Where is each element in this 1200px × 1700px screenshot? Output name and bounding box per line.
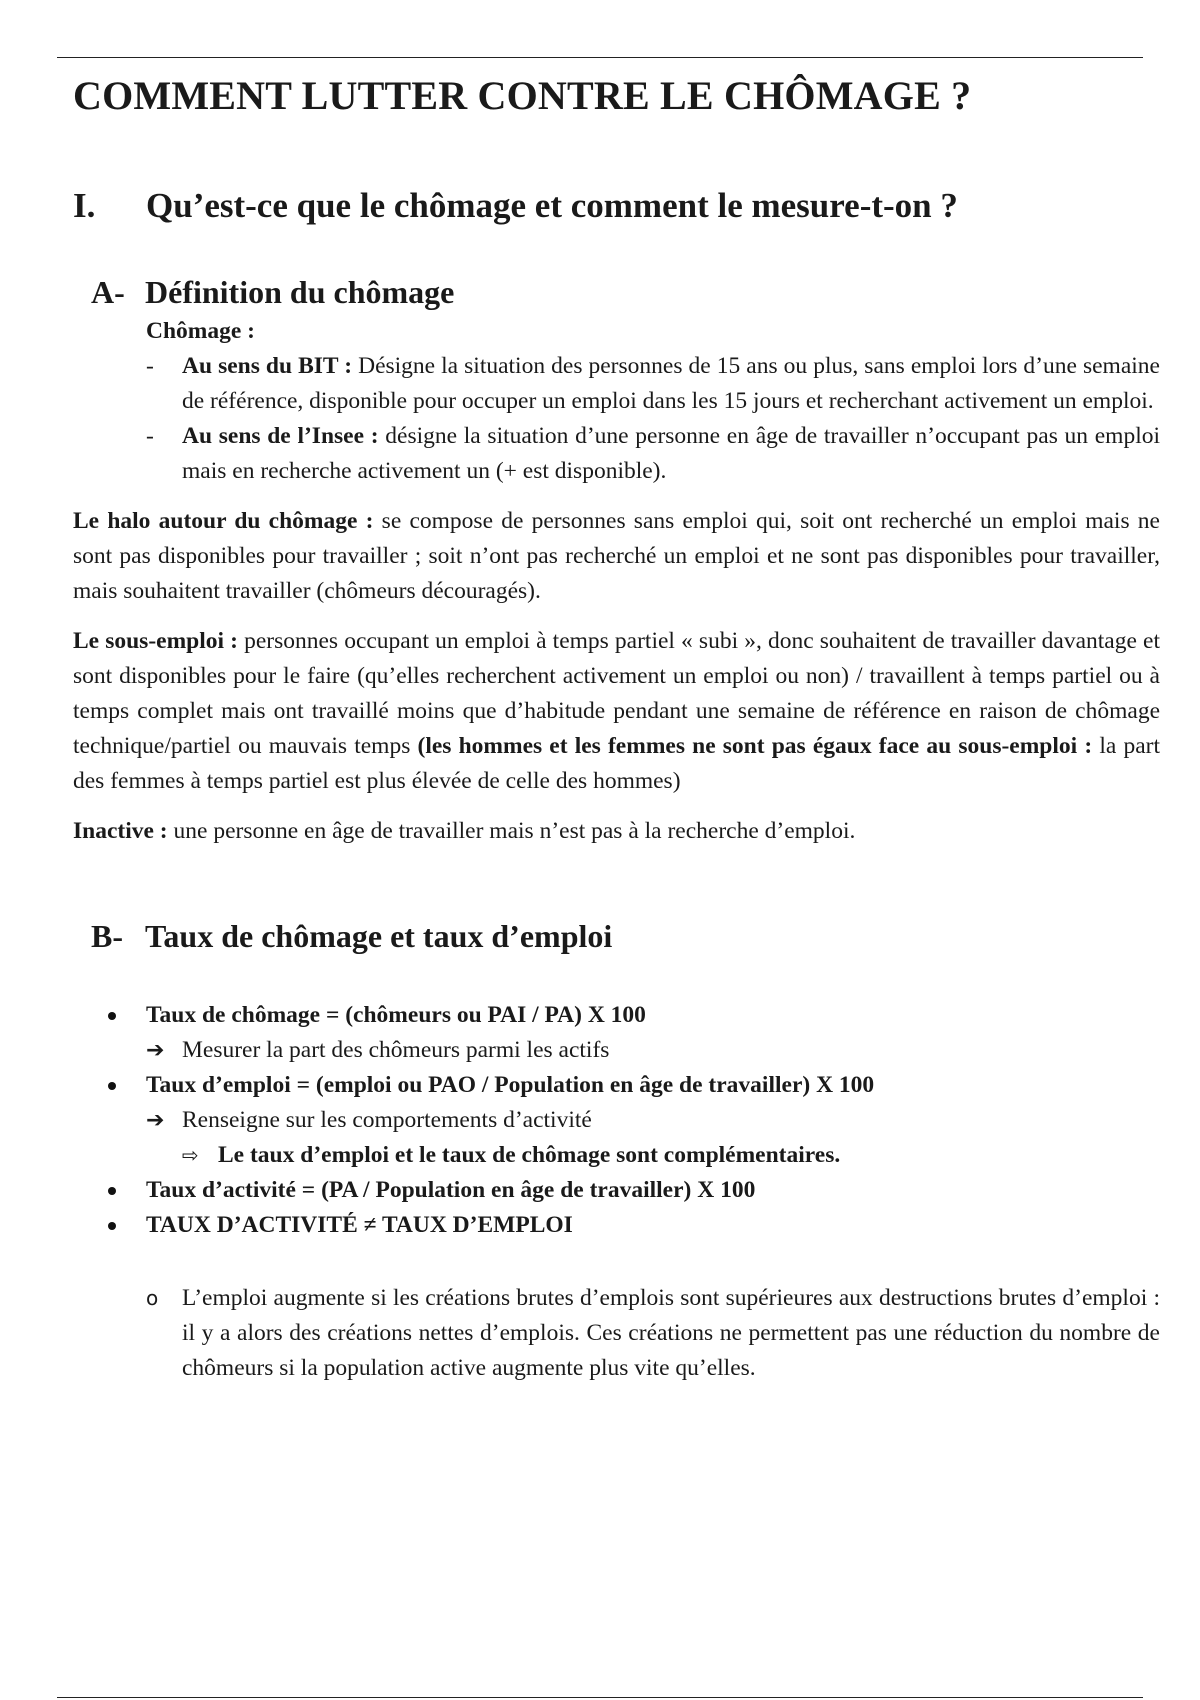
bullet-icon bbox=[108, 1222, 116, 1230]
sous-emploi-text: personnes occupant un emploi à temps partiel « subi », donc souhaitent de travailler davantage et sont disponibles pour le faire (qu’elles recherchent activement un emploi ou non) / travaillent à temps partiel ou à temps complet mais ont travaillé moins que d’habitude pendant une semaine de référence en raison de chômage technique/partiel ou mauvais temps bbox=[73, 627, 1160, 759]
formula-text: Taux d’activité = (PA / Population en âge de travailler) X 100 bbox=[146, 1176, 756, 1203]
sous-emploi-text-end: la part des femmes à temps partiel est plus élevée de celle des hommes) bbox=[73, 732, 1160, 794]
inactive-paragraph bbox=[73, 814, 1160, 849]
circle-bullet-icon: o bbox=[146, 1285, 159, 1310]
section-number: I. bbox=[73, 186, 96, 225]
formula-item-activite bbox=[146, 1173, 1160, 1208]
formula-item-chomage bbox=[146, 998, 1160, 1068]
formula-conclusion bbox=[146, 1138, 1160, 1173]
arrow-outline-icon: ⇨ bbox=[182, 1142, 199, 1167]
sous-emploi-paragraph bbox=[73, 624, 1160, 799]
inactive-text: une personne en âge de travailler mais n’est pas à la recherche d’emploi. bbox=[167, 817, 856, 844]
chomage-label: Chômage : bbox=[146, 317, 255, 344]
subsection-number-a: A- bbox=[91, 273, 125, 310]
definition-item-bit bbox=[146, 349, 1160, 419]
subsection-heading-a bbox=[73, 271, 1160, 314]
formula-text: TAUX D’ACTIVITÉ ≠ TAUX D’EMPLOI bbox=[146, 1211, 573, 1238]
document-page bbox=[73, 70, 1160, 1386]
subsection-title-b: Taux de chômage et taux d’emploi bbox=[145, 917, 613, 954]
top-rule bbox=[57, 57, 1143, 58]
inactive-term: Inactive : bbox=[73, 817, 168, 844]
section-title: Qu’est-ce que le chômage et comment le mesure-t-on ? bbox=[146, 186, 958, 225]
section-heading-1 bbox=[73, 183, 1160, 229]
bullet-icon bbox=[108, 1012, 116, 1020]
formula-text: Taux de chômage = (chômeurs ou PAI / PA) X 100 bbox=[146, 1001, 646, 1028]
definition-list bbox=[73, 349, 1160, 489]
halo-text: se compose de personnes sans emploi qui, soit ont recherché un emploi mais ne sont pas disponibles pour travailler ; soit n’ont pas recherché un emploi et ne sont pas disponibles pour travailler, mais souhaitent travailler (chômeurs découragés). bbox=[73, 507, 1160, 604]
subsection-title-a: Définition du chômage bbox=[145, 273, 455, 310]
sous-emploi-term: Le sous-emploi : bbox=[73, 627, 238, 654]
definition-text: Désigne la situation des personnes de 15 ans ou plus, sans emploi lors d’une semaine de référence, disponible pour occuper un emploi dans les 15 jours et recherchant activement un emploi. bbox=[182, 352, 1160, 414]
bottom-rule bbox=[57, 1697, 1143, 1698]
formula-item-comparison bbox=[146, 1208, 1160, 1243]
note-item bbox=[146, 1281, 1160, 1386]
arrow-right-icon: ➔ bbox=[146, 1037, 165, 1063]
note-text: L’emploi augmente si les créations brutes d’emplois sont supérieures aux destructions brutes d’emploi : il y a alors des créations nettes d’emplois. Ces créations ne permettent pas une réduction du nombre de chômeurs si la population active augmente plus vite qu’elles. bbox=[182, 1284, 1160, 1381]
note-list bbox=[73, 1281, 1160, 1386]
subsection-heading-b bbox=[73, 915, 1160, 958]
formula-list bbox=[73, 998, 1160, 1243]
explanation-text: Renseigne sur les comportements d’activité bbox=[182, 1106, 592, 1133]
definition-term: Au sens de l’Insee : bbox=[182, 422, 379, 449]
definition-item-insee bbox=[146, 419, 1160, 489]
document-title: COMMENT LUTTER CONTRE LE CHÔMAGE ? bbox=[73, 73, 972, 118]
definition-term: Au sens du BIT : bbox=[182, 352, 353, 379]
conclusion-text: Le taux d’emploi et le taux de chômage sont complémentaires. bbox=[218, 1141, 841, 1168]
arrow-right-icon: ➔ bbox=[146, 1107, 165, 1133]
formula-item-emploi bbox=[146, 1068, 1160, 1173]
subsection-number-b: B- bbox=[91, 917, 123, 954]
bullet-icon bbox=[108, 1082, 116, 1090]
explanation-text: Mesurer la part des chômeurs parmi les actifs bbox=[182, 1036, 610, 1063]
halo-paragraph bbox=[73, 504, 1160, 609]
formula-explanation bbox=[146, 1033, 1160, 1068]
formula-text: Taux d’emploi = (emploi ou PAO / Population en âge de travailler) X 100 bbox=[146, 1071, 875, 1098]
formula-explanation bbox=[146, 1103, 1160, 1138]
bullet-icon bbox=[108, 1187, 116, 1195]
halo-term: Le halo autour du chômage : bbox=[73, 507, 374, 534]
sous-emploi-emphasis: (les hommes et les femmes ne sont pas égaux face au sous-emploi : bbox=[417, 732, 1093, 759]
definition-text: désigne la situation d’une personne en âge de travailler n’occupant pas un emploi mais en recherche activement un (+ est disponible). bbox=[182, 422, 1161, 484]
